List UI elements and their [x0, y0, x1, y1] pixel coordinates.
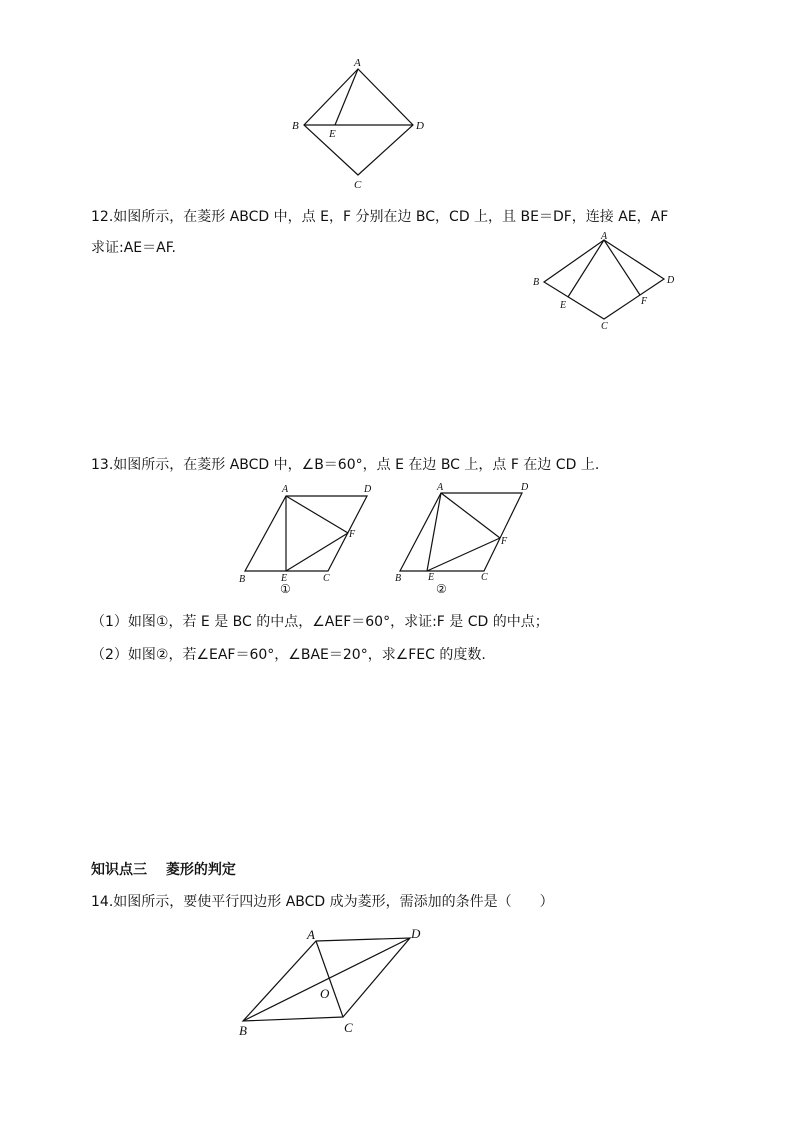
q13f1-segment-ef: [286, 533, 348, 571]
q12-figure: [525, 228, 685, 338]
q13f2-label-f: F: [501, 536, 508, 547]
q13f2-rhombus: [400, 493, 522, 571]
q11-figure: [280, 55, 430, 195]
q13-part-2: （2）如图②，若∠EAF＝60°，∠BAE＝20°，求∠FEC 的度数.: [91, 647, 486, 663]
q12-segment-af: [604, 240, 640, 295]
q11-label-e: E: [329, 128, 336, 140]
q12-statement: 12.如图所示，在菱形 ABCD 中，点 E，F 分别在边 BC，CD 上，且 BE＝DF，连接 AE，AF: [91, 209, 669, 225]
q12-label-b: B: [533, 277, 540, 288]
q14-label-c: C: [344, 1020, 353, 1035]
q13f1-label-d: D: [364, 484, 372, 495]
q14-label-d: D: [411, 926, 421, 941]
q13f2-label-b: B: [395, 573, 402, 584]
q12-label-e: E: [560, 300, 567, 311]
q11-label-d: D: [416, 120, 424, 132]
q12-prove: 求证:AE＝AF.: [91, 240, 176, 256]
q13f2-label-e: E: [428, 572, 435, 583]
q11-label-c: C: [354, 179, 362, 191]
q13f1-label-a: A: [282, 484, 289, 495]
q14-figure: [230, 920, 430, 1045]
q13f1-label-f: F: [349, 529, 356, 540]
q13f2-caption: ②: [436, 582, 447, 595]
q13f1-label-e: E: [281, 573, 288, 584]
q13f1-caption: ①: [280, 582, 291, 595]
q13f2-label-d: D: [521, 482, 529, 493]
q11-segment-ae: [335, 69, 358, 125]
q13f2-segment-af: [441, 493, 500, 538]
q13f2-segment-ae: [427, 493, 441, 571]
q13-figure-2: [390, 478, 540, 595]
q14-label-o: O: [320, 986, 330, 1001]
q12-label-f: F: [641, 296, 648, 307]
section-heading: 知识点三 菱形的判定: [91, 862, 236, 878]
q13f2-label-a: A: [437, 482, 444, 493]
q13-figure-1: [232, 480, 377, 595]
q14-diagonal-bd: [243, 938, 410, 1021]
q13f2-segment-ef: [427, 538, 500, 571]
q13f1-label-c: C: [323, 573, 330, 584]
q11-rhombus: [304, 69, 413, 175]
q12-label-d: D: [667, 275, 675, 286]
q14-diagonal-ac: [316, 941, 343, 1017]
q14-label-a: A: [307, 927, 315, 942]
q13f1-label-b: B: [239, 574, 246, 585]
q14-label-b: B: [239, 1023, 247, 1038]
q13f1-segment-af: [286, 496, 348, 533]
q14-statement: 14.如图所示，要使平行四边形 ABCD 成为菱形，需添加的条件是（ ）: [91, 894, 554, 910]
q13-part-1: （1）如图①，若 E 是 BC 的中点，∠AEF＝60°，求证:F 是 CD 的中点；: [91, 614, 549, 630]
q11-label-a: A: [354, 57, 361, 69]
q13f2-label-c: C: [481, 572, 488, 583]
q13-statement: 13.如图所示，在菱形 ABCD 中，∠B＝60°，点 E 在边 BC 上，点 F 在边 CD 上.: [91, 457, 600, 473]
q12-label-a: A: [601, 231, 608, 242]
q11-label-b: B: [292, 120, 299, 132]
q12-label-c: C: [601, 321, 608, 332]
q12-segment-ae: [568, 240, 604, 297]
